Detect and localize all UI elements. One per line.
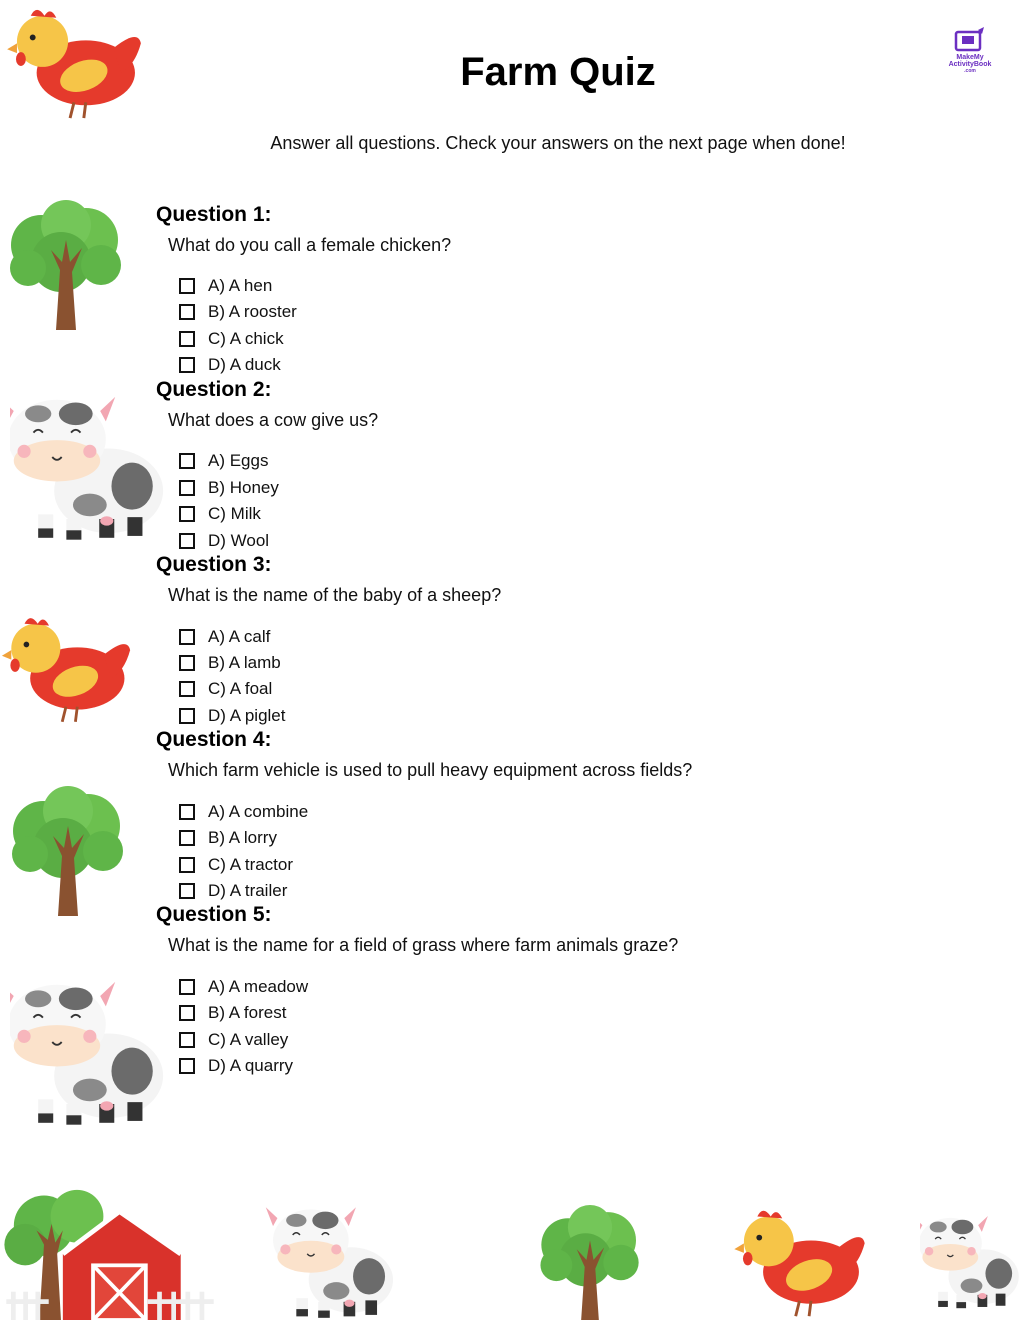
question-4-text: Which farm vehicle is used to pull heavy equipment across fields? bbox=[168, 760, 693, 780]
question-4-option-d[interactable]: D) A trailer bbox=[179, 880, 287, 902]
question-1-text: What do you call a female chicken? bbox=[168, 235, 452, 255]
makemyactivitybook-logo bbox=[944, 26, 996, 72]
checkbox[interactable] bbox=[179, 533, 195, 549]
barn-illustration bbox=[0, 1188, 220, 1320]
question-4-option-b[interactable]: B) A lorry bbox=[179, 827, 277, 849]
checkbox[interactable] bbox=[179, 830, 195, 846]
question-5-text: What is the name for a field of grass where farm animals graze? bbox=[168, 935, 679, 955]
question-4-option-c[interactable]: C) A tractor bbox=[179, 854, 293, 876]
question-1-option-d[interactable]: D) A duck bbox=[179, 354, 281, 376]
checkbox[interactable] bbox=[179, 278, 195, 294]
question-3-heading: Question 3: bbox=[156, 553, 272, 576]
checkbox[interactable] bbox=[179, 708, 195, 724]
checkbox[interactable] bbox=[179, 304, 195, 320]
question-2-text: What does a cow give us? bbox=[168, 410, 379, 430]
checkbox[interactable] bbox=[179, 857, 195, 873]
cow-illustration bbox=[10, 385, 165, 545]
question-3-option-c[interactable]: C) A foal bbox=[179, 678, 272, 700]
tree-illustration bbox=[530, 1205, 650, 1320]
cow-illustration bbox=[252, 1200, 417, 1320]
checkbox[interactable] bbox=[179, 506, 195, 522]
cow-illustration bbox=[10, 970, 165, 1130]
page-subtitle: Answer all questions. Check your answers on the next page when done! bbox=[270, 133, 846, 153]
checkbox[interactable] bbox=[179, 453, 195, 469]
question-3-option-a[interactable]: A) A calf bbox=[179, 626, 270, 648]
checkbox[interactable] bbox=[179, 1032, 195, 1048]
tree-illustration bbox=[6, 200, 126, 330]
question-5-option-c[interactable]: C) A valley bbox=[179, 1029, 288, 1051]
question-3-text: What is the name of the baby of a sheep? bbox=[168, 585, 502, 605]
question-3-option-b[interactable]: B) A lamb bbox=[179, 652, 281, 674]
checkbox[interactable] bbox=[179, 1058, 195, 1074]
checkbox[interactable] bbox=[179, 629, 195, 645]
question-3-option-d[interactable]: D) A piglet bbox=[179, 705, 286, 727]
checkbox[interactable] bbox=[179, 331, 195, 347]
question-1-option-b[interactable]: B) A rooster bbox=[179, 301, 297, 323]
checkbox[interactable] bbox=[179, 480, 195, 496]
page-title: Farm Quiz bbox=[460, 50, 656, 94]
question-4-heading: Question 4: bbox=[156, 728, 272, 751]
checkbox[interactable] bbox=[179, 883, 195, 899]
tree-illustration bbox=[8, 786, 128, 916]
hen-illustration bbox=[732, 1205, 867, 1320]
checkbox[interactable] bbox=[179, 655, 195, 671]
question-2-option-c[interactable]: C) Milk bbox=[179, 503, 261, 525]
question-1-option-c[interactable]: C) A chick bbox=[179, 328, 284, 350]
checkbox[interactable] bbox=[179, 979, 195, 995]
checkbox[interactable] bbox=[179, 804, 195, 820]
question-5-heading: Question 5: bbox=[156, 903, 272, 926]
checkbox[interactable] bbox=[179, 681, 195, 697]
hen-illustration bbox=[4, 4, 144, 122]
question-2-heading: Question 2: bbox=[156, 378, 272, 401]
hen-illustration bbox=[0, 610, 132, 728]
question-1-heading: Question 1: bbox=[156, 203, 272, 226]
logo-text: MakeMy ActivityBook .com bbox=[948, 54, 992, 74]
cow-illustration bbox=[920, 1200, 1020, 1320]
question-5-option-a[interactable]: A) A meadow bbox=[179, 976, 308, 998]
question-1-option-a[interactable]: A) A hen bbox=[179, 275, 272, 297]
question-2-option-d[interactable]: D) Wool bbox=[179, 530, 269, 552]
checkbox[interactable] bbox=[179, 357, 195, 373]
question-2-option-b[interactable]: B) Honey bbox=[179, 477, 279, 499]
question-5-option-d[interactable]: D) A quarry bbox=[179, 1055, 293, 1077]
checkbox[interactable] bbox=[179, 1005, 195, 1021]
question-5-option-b[interactable]: B) A forest bbox=[179, 1002, 286, 1024]
question-2-option-a[interactable]: A) Eggs bbox=[179, 450, 268, 472]
question-4-option-a[interactable]: A) A combine bbox=[179, 801, 308, 823]
book-icon bbox=[944, 26, 996, 56]
